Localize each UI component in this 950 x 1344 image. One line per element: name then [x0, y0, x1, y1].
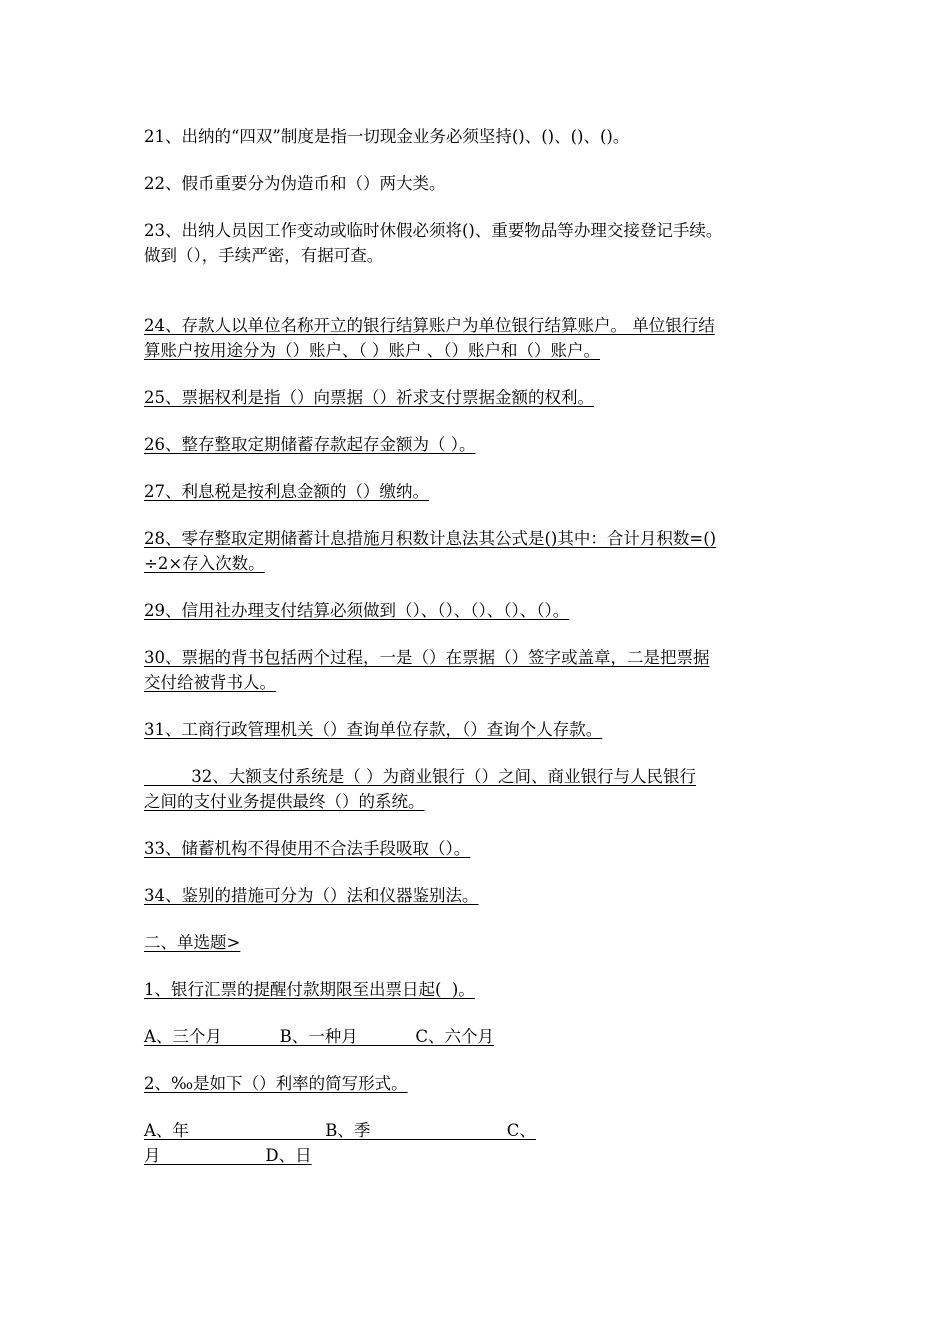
question-29-line-1: 29、信用社办理支付结算必须做到（）、（）、（）、（）、（）。: [144, 601, 570, 620]
question-34-line-1: 34、鉴别的措施可分为（）法和仪器鉴别法。: [144, 886, 479, 905]
question-31: [144, 717, 810, 742]
question-30-line-2: 交付给被背书人。: [144, 673, 276, 692]
single-choice-1-line-1: 1、银行汇票的提醒付款期限至出票日起( )。: [144, 980, 475, 999]
single-choice-2-options-line-2: 月 D、日: [144, 1146, 312, 1165]
single-choice-1-options: [144, 1024, 810, 1049]
question-32-line-1: 32、大额支付系统是（ ）为商业银行（）之间、商业银行与人民银行: [144, 767, 696, 786]
question-32-line-2: 之间的支付业务提供最终（）的系统。: [144, 792, 425, 811]
question-27-line-1: 27、利息税是按利息金额的（）缴纳。: [144, 482, 429, 501]
question-21-line-1: 21、出纳的“四双”制度是指一切现金业务必须坚持()、()、()、()。: [144, 127, 630, 146]
question-28-line-2: ÷2×存入次数。: [144, 554, 265, 573]
single-choice-2-options-line-1: A、年 B、季 C、: [144, 1121, 536, 1140]
question-31-line-1: 31、工商行政管理机关（）查询单位存款，（）查询个人存款。: [144, 720, 603, 739]
question-26-line-1: 26、整存整取定期储蓄存款起存金额为（ ）。: [144, 435, 476, 454]
document-page: [144, 124, 810, 1190]
question-22-line-1: 22、假币重要分为伪造币和（）两大类。: [144, 174, 446, 193]
question-25: [144, 385, 810, 410]
question-23-line-2: 做到（），手续严密，有据可查。: [144, 246, 384, 265]
question-21: [144, 124, 810, 149]
question-32: [144, 764, 810, 814]
question-30-line-1: 30、票据的背书包括两个过程，一是（）在票据（）签字或盖章，二是把票据: [144, 648, 710, 667]
question-34: [144, 883, 810, 908]
question-25-line-1: 25、票据权利是指（）向票据（）祈求支付票据金额的权利。: [144, 388, 594, 407]
single-choice-1-options-line-1: A、三个月 B、一种月 C、六个月: [144, 1027, 495, 1046]
question-27: [144, 479, 810, 504]
question-22: [144, 171, 810, 196]
question-26: [144, 432, 810, 457]
question-29: [144, 598, 810, 623]
single-choice-1: [144, 977, 810, 1002]
single-choice-2: [144, 1071, 810, 1096]
single-choice-2-options: [144, 1118, 810, 1168]
single-choice-2-line-1: 2、‰是如下（）利率的简写形式。: [144, 1074, 408, 1093]
question-24-line-1: 24、存款人以单位名称开立的银行结算账户为单位银行结算账户。 单位银行结: [144, 316, 715, 335]
question-24-line-2: 算账户按用途分为（）账户、（ ）账户 、（）账户和（）账户。: [144, 341, 600, 360]
question-23: [144, 218, 810, 268]
question-23-line-1: 23、出纳人员因工作变动或临时休假必须将()、重要物品等办理交接登记手续。: [144, 221, 723, 240]
question-28-line-1: 28、零存整取定期储蓄计息措施月积数计息法其公式是()其中：合计月积数=(): [144, 529, 717, 548]
question-33: [144, 836, 810, 861]
question-24: [144, 313, 810, 363]
section-heading-text: 二、单选题>: [144, 933, 241, 952]
question-28: [144, 526, 810, 576]
question-30: [144, 645, 810, 695]
section-heading-single-choice: [144, 930, 810, 955]
question-33-line-1: 33、储蓄机构不得使用不合法手段吸取（）。: [144, 839, 471, 858]
